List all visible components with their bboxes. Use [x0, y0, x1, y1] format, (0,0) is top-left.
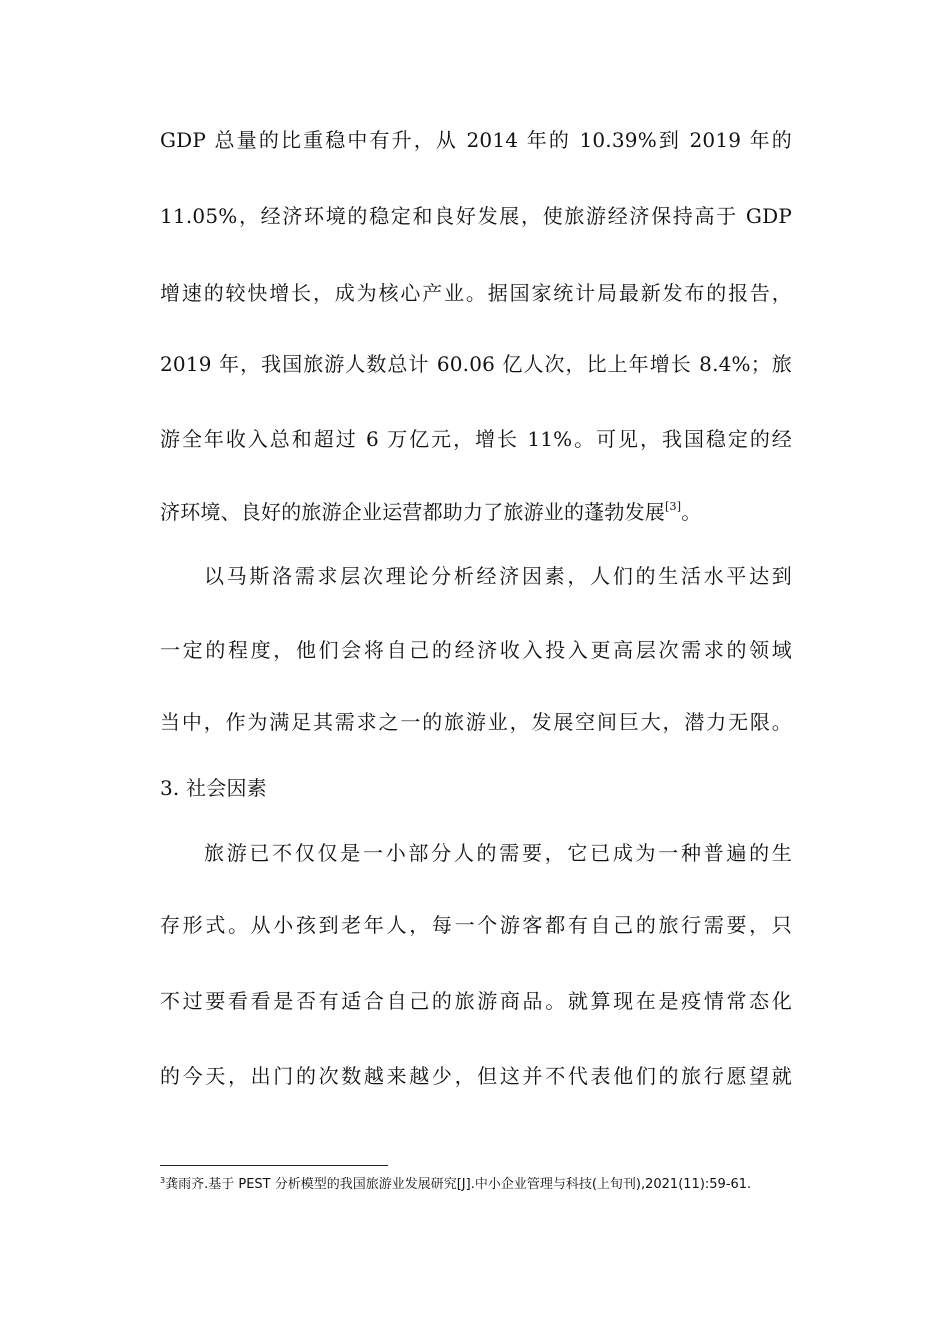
body-text-line: 增速的较快增长，成为核心产业。据国家统计局最新发布的报告， — [160, 281, 792, 305]
footnote-text: 龚雨齐.基于 PEST 分析模型的我国旅游业发展研究[J].中小企业管理与科技(上旬刊),2021(11):59-61. — [165, 1177, 752, 1192]
body-text-line: 存形式。从小孩到老年人，每一个游客都有自己的旅行需要，只 — [160, 913, 792, 937]
body-text: 济环境、良好的旅游企业运营都助力了旅游业的蓬勃发展 — [160, 500, 665, 524]
section-heading: 3. 社会因素 — [160, 776, 267, 800]
footnote-separator — [160, 1165, 388, 1166]
body-text-line: 一定的程度，他们会将自己的经济收入投入更高层次需求的领域 — [160, 638, 792, 662]
footnote — [160, 1175, 792, 1195]
body-text-line: 当中，作为满足其需求之一的旅游业，发展空间巨大，潜力无限。 — [160, 710, 792, 734]
body-text-line: GDP 总量的比重稳中有升，从 2014 年的 10.39%到 2019 年的 — [160, 128, 792, 152]
body-text-line: 2019 年，我国旅游人数总计 60.06 亿人次，比上年增长 8.4%；旅 — [160, 352, 792, 376]
body-text-line-last — [160, 497, 792, 527]
footnote-marker: 3 — [160, 1176, 166, 1185]
body-text-line: 游全年收入总和超过 6 万亿元，增长 11%。可见，我国稳定的经 — [160, 427, 792, 451]
body-text-line: 的今天，出门的次数越来越少，但这并不代表他们的旅行愿望就 — [160, 1064, 792, 1088]
body-text-line: 旅游已不仅仅是一小部分人的需要，它已成为一种普遍的生 — [204, 841, 792, 865]
body-text-line: 以马斯洛需求层次理论分析经济因素，人们的生活水平达到 — [204, 564, 792, 588]
citation-marker: [3] — [665, 500, 682, 513]
body-text-line: 11.05%，经济环境的稳定和良好发展，使旅游经济保持高于 GDP — [160, 204, 792, 228]
body-text-line: 不过要看看是否有适合自己的旅游商品。就算现在是疫情常态化 — [160, 989, 792, 1013]
body-text-punct: 。 — [681, 500, 702, 524]
